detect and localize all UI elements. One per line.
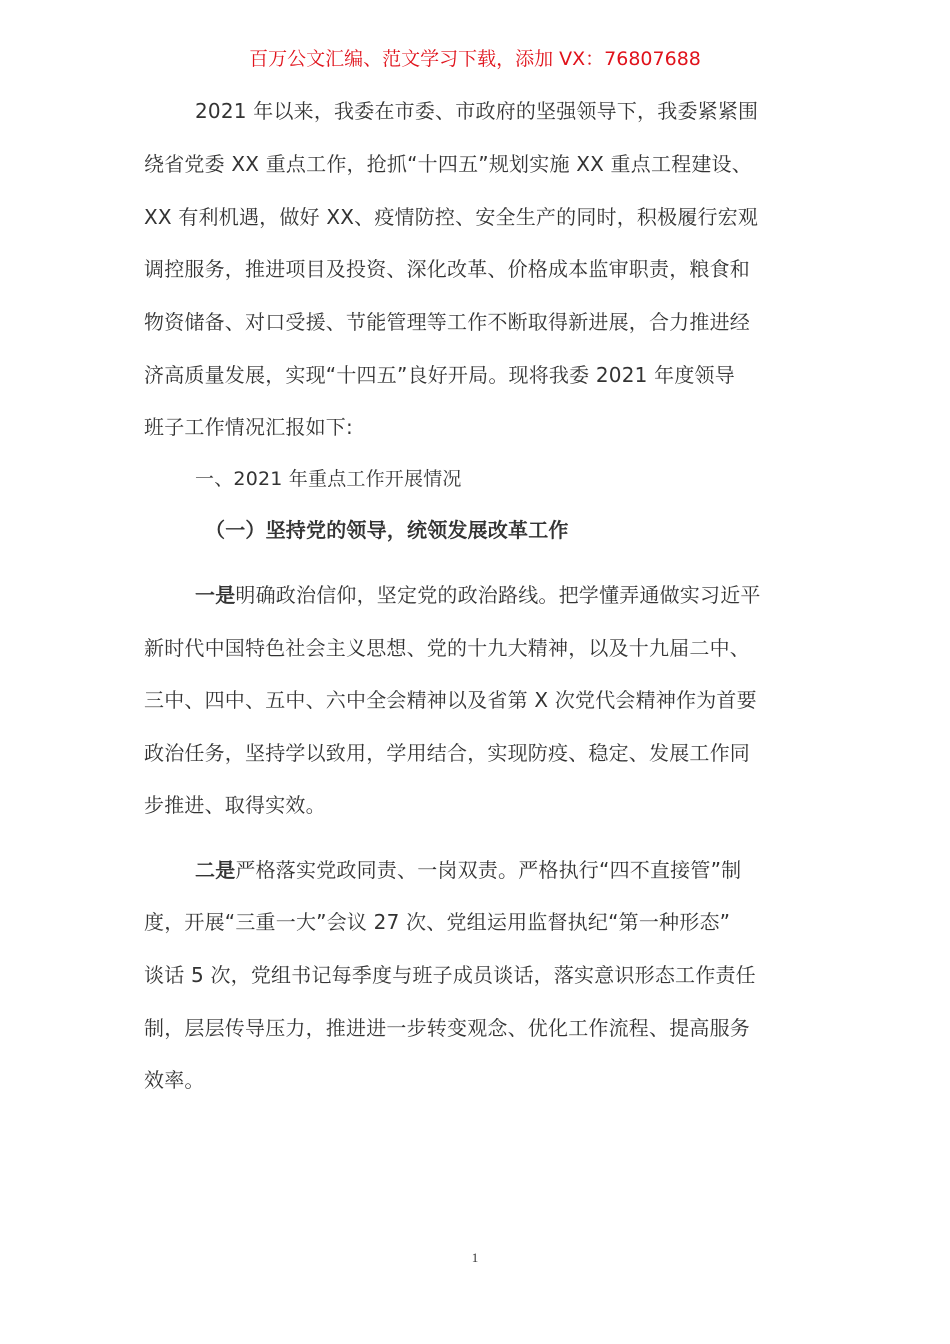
page-number: 1	[471, 1250, 479, 1265]
text-line: 物资储备、对口受援、节能管理等工作不断取得新进展，合力推进经	[144, 310, 750, 334]
text-line: 度，开展“三重一大”会议 27 次、党组运用监督执纪“第一种形态”	[144, 910, 731, 934]
paragraph-lead: 二是	[195, 858, 236, 882]
text-line: 2021 年以来，我委在市委、市政府的坚强领导下，我委紧紧围	[195, 99, 759, 123]
watermark-header: 百万公文汇编、范文学习下载，添加 VX：76807688	[249, 48, 701, 70]
paragraph-lead: 一是	[195, 583, 236, 607]
text-line: 班子工作情况汇报如下:	[144, 415, 353, 439]
text-line	[195, 856, 741, 884]
text-line: 三中、四中、五中、六中全会精神以及省第 X 次党代会精神作为首要	[144, 688, 757, 712]
text-span: 严格落实党政同责、一岗双责。严格执行“四不直接管”制	[235, 858, 742, 882]
text-line: 新时代中国特色社会主义思想、党的十九大精神，以及十九届二中、	[144, 636, 750, 660]
text-line	[195, 581, 761, 609]
section-heading: 一、2021 年重点工作开展情况	[195, 468, 462, 490]
text-line: 谈话 5 次，党组书记每季度与班子成员谈话，落实意识形态工作责任	[144, 963, 756, 987]
text-line: 效率。	[144, 1068, 205, 1092]
text-line: 政治任务，坚持学以致用，学用结合，实现防疫、稳定、发展工作同	[144, 741, 750, 765]
text-line: 步推进、取得实效。	[144, 793, 326, 817]
text-line: 调控服务，推进项目及投资、深化改革、价格成本监审职责，粮食和	[144, 257, 750, 281]
text-line: XX 有利机遇，做好 XX、疫情防控、安全生产的同时，积极履行宏观	[144, 205, 759, 229]
subsection-heading: （一）坚持党的领导，统领发展改革工作	[205, 518, 569, 542]
text-span: 明确政治信仰，坚定党的政治路线。把学懂弄通做实习近平	[235, 583, 761, 607]
text-line: 制，层层传导压力，推进进一步转变观念、优化工作流程、提高服务	[144, 1016, 750, 1040]
text-line: 济高质量发展，实现“十四五”良好开局。现将我委 2021 年度领导	[144, 363, 735, 387]
text-line: 绕省党委 XX 重点工作，抢抓“十四五”规划实施 XX 重点工程建设、	[144, 152, 752, 176]
